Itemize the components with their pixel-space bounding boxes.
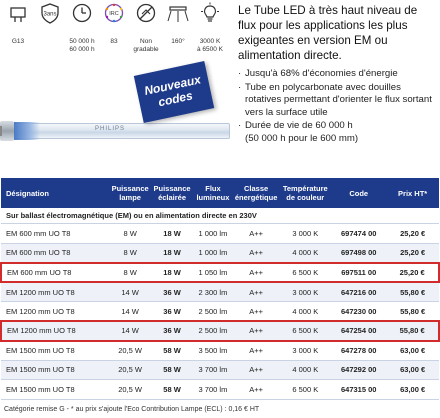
- cell-energy-class: A++: [233, 282, 280, 302]
- cell-color-temp: 6 500 K: [279, 380, 331, 400]
- cell-designation: EM 1500 mm UO T8: [1, 360, 109, 380]
- product-header: [0, 0, 440, 178]
- cell-designation: EM 600 mm UO T8: [1, 263, 109, 283]
- cell-flux: 2 300 lm: [193, 282, 233, 302]
- cell-energy-class: A++: [233, 380, 280, 400]
- cell-color-temp: 4 000 K: [279, 243, 331, 263]
- feature-item-note: (50 000 h pour le 600 mm): [245, 132, 359, 144]
- table-section-row: [1, 208, 439, 224]
- cell-code: 647216 00: [331, 282, 386, 302]
- cell-price: 63,00 €: [386, 380, 439, 400]
- irc-caption: 83: [110, 38, 118, 45]
- col-header-flux: Flux lumineux: [196, 184, 230, 202]
- no-dimming-icon: [135, 2, 157, 24]
- cell-designation: EM 600 mm UO T8: [1, 224, 109, 244]
- irc-label: IRC: [109, 11, 119, 17]
- cell-price: 63,00 €: [386, 341, 439, 361]
- color-temp-spec: [194, 2, 226, 54]
- col-header-energy-class: Classe énergétique: [234, 184, 278, 202]
- cell-flux: 1 000 lm: [193, 243, 233, 263]
- cell-price: 55,80 €: [386, 282, 439, 302]
- beam-angle-caption: 160°: [171, 38, 185, 45]
- footnote: Catégorie remise G - * au prix s'ajoute l'Eco Contribution Lampe (ECL) : 0,16 € HT: [4, 406, 260, 413]
- cell-color-temp: 4 000 K: [279, 360, 331, 380]
- cell-lit-power: 36 W: [151, 282, 193, 302]
- table-row: [1, 243, 439, 263]
- g13-caption: G13: [11, 38, 25, 45]
- cell-code: 647254 00: [331, 321, 386, 341]
- cell-lamp-power: 14 W: [109, 302, 151, 322]
- col-header-designation: Désignation: [6, 188, 49, 198]
- lifetime-spec: [66, 2, 98, 54]
- cell-flux: 2 500 lm: [193, 302, 233, 322]
- cell-price: 25,20 €: [386, 224, 439, 244]
- cell-energy-class: A++: [233, 224, 280, 244]
- cell-lamp-power: 20,5 W: [109, 360, 151, 380]
- table-row: [1, 321, 439, 341]
- irc-spec: [98, 2, 130, 46]
- cell-designation: EM 1200 mm UO T8: [1, 321, 109, 341]
- 3-ans-icon: [39, 2, 61, 24]
- table-row: [1, 360, 439, 380]
- cell-price: 63,00 €: [386, 360, 439, 380]
- col-header-lit-power: Puissance éclairée: [153, 184, 191, 202]
- irc-icon: [103, 2, 125, 24]
- cell-designation: EM 1500 mm UO T8: [1, 341, 109, 361]
- cell-color-temp: 4 000 K: [279, 302, 331, 322]
- cell-energy-class: A++: [233, 263, 280, 283]
- cell-lamp-power: 8 W: [109, 263, 151, 283]
- cell-code: 647292 00: [331, 360, 386, 380]
- cell-flux: 1 000 lm: [193, 224, 233, 244]
- col-header-lamp-power: Puissance lampe: [111, 184, 149, 202]
- brand-logo: PHILIPS: [95, 126, 126, 132]
- col-header-code: Code: [349, 188, 369, 198]
- cell-lamp-power: 8 W: [109, 243, 151, 263]
- table-row: [1, 263, 439, 283]
- cell-color-temp: 6 500 K: [279, 321, 331, 341]
- cell-lit-power: 18 W: [151, 243, 193, 263]
- cell-designation: EM 1200 mm UO T8: [1, 302, 109, 322]
- feature-item: [238, 120, 438, 145]
- cell-lamp-power: 20,5 W: [109, 380, 151, 400]
- cell-designation: EM 1200 mm UO T8: [1, 282, 109, 302]
- cell-color-temp: 3 000 K: [279, 224, 331, 244]
- badge-label: Nouveaux codes: [143, 72, 203, 110]
- color-temp-caption: 3000 K à 6500 K: [196, 38, 224, 53]
- table-row: [1, 341, 439, 361]
- dimming-caption: Non gradable: [133, 38, 159, 53]
- beam-angle-spec: [162, 2, 194, 46]
- cell-lit-power: 58 W: [151, 380, 193, 400]
- dimming-spec: [130, 2, 162, 54]
- cell-energy-class: A++: [233, 360, 280, 380]
- feature-list: [238, 68, 438, 146]
- feature-item: · Jusqu'à 68% d'économies d'énergie: [238, 68, 438, 81]
- cell-lamp-power: 8 W: [109, 224, 151, 244]
- g13-base-spec: [2, 2, 34, 46]
- cell-energy-class: A++: [233, 341, 280, 361]
- cell-code: 697474 00: [331, 224, 386, 244]
- cell-designation: EM 600 mm UO T8: [1, 243, 109, 263]
- cell-lit-power: 58 W: [151, 360, 193, 380]
- cell-color-temp: 3 000 K: [279, 341, 331, 361]
- cell-energy-class: A++: [233, 243, 280, 263]
- cell-lamp-power: 20,5 W: [109, 341, 151, 361]
- cell-flux: 3 700 lm: [193, 360, 233, 380]
- cell-lit-power: 36 W: [151, 302, 193, 322]
- g13-base-icon: [7, 2, 29, 24]
- cell-flux: 2 500 lm: [193, 321, 233, 341]
- cell-energy-class: A++: [233, 321, 280, 341]
- table-header-row: [1, 178, 439, 208]
- light-bulb-icon: [199, 2, 221, 24]
- cell-lamp-power: 14 W: [109, 282, 151, 302]
- lifetime-caption: 50 000 h 60 000 h: [69, 38, 95, 53]
- col-header-color-temp: Température de couleur: [282, 184, 328, 202]
- cell-designation: EM 1500 mm UO T8: [1, 380, 109, 400]
- cell-lit-power: 18 W: [151, 263, 193, 283]
- table-row: [1, 224, 439, 244]
- tube-glow: [14, 122, 40, 140]
- table-row: [1, 302, 439, 322]
- feature-item: · Tube en polycarbonate avec douilles rotatives permettant d'orienter le flux sortant vers la surface utile: [238, 82, 438, 120]
- feature-item-line: Durée de vie de 60 000 h: [245, 120, 353, 131]
- cell-lit-power: 18 W: [151, 224, 193, 244]
- cell-lamp-power: 14 W: [109, 321, 151, 341]
- warranty-spec: [34, 2, 66, 38]
- table-row: [1, 282, 439, 302]
- cell-code: 647278 00: [331, 341, 386, 361]
- warranty-label: 3ans: [43, 11, 57, 18]
- cell-code: 697511 00: [331, 263, 386, 283]
- cell-color-temp: 3 000 K: [279, 282, 331, 302]
- tube-pins: [0, 126, 2, 136]
- section-title: Sur ballast électromagnétique (EM) ou en alimentation directe en 230V: [1, 208, 439, 224]
- cell-price: 25,20 €: [386, 263, 439, 283]
- col-header-price: Prix HT*: [398, 188, 428, 198]
- table-row: [1, 380, 439, 400]
- cell-energy-class: A++: [233, 302, 280, 322]
- clock-lifetime-icon: [71, 2, 93, 24]
- product-headline: Le Tube LED à très haut niveau de flux pour les applications les plus exigeantes en version EM ou alimentation directe.: [238, 4, 418, 62]
- cell-lit-power: 58 W: [151, 341, 193, 361]
- cell-code: 647315 00: [331, 380, 386, 400]
- beam-angle-icon: [167, 2, 189, 24]
- cell-lit-power: 36 W: [151, 321, 193, 341]
- tube-end-cap: [0, 121, 14, 141]
- cell-flux: 3 700 lm: [193, 380, 233, 400]
- cell-code: 697498 00: [331, 243, 386, 263]
- cell-price: 25,20 €: [386, 243, 439, 263]
- cell-price: 55,80 €: [386, 302, 439, 322]
- cell-color-temp: 6 500 K: [279, 263, 331, 283]
- product-table: [0, 178, 440, 400]
- cell-price: 55,80 €: [386, 321, 439, 341]
- cell-flux: 3 500 lm: [193, 341, 233, 361]
- cell-code: 647230 00: [331, 302, 386, 322]
- cell-flux: 1 050 lm: [193, 263, 233, 283]
